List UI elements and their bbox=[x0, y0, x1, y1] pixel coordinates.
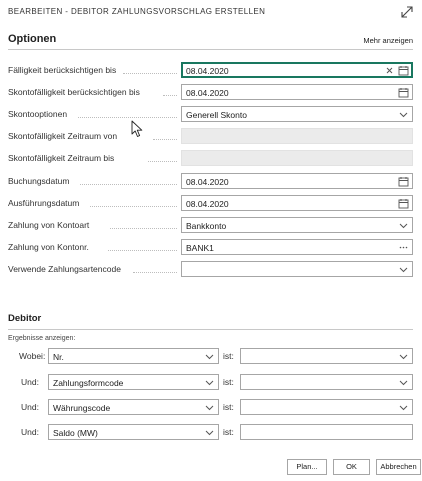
filter-value-input[interactable] bbox=[240, 424, 413, 440]
dotted-leader bbox=[80, 184, 177, 185]
chevron-down-icon[interactable] bbox=[204, 351, 215, 362]
filter-caption: Ergebnisse anzeigen: bbox=[8, 335, 76, 342]
field-execution-date bbox=[8, 195, 413, 211]
posting-date-input[interactable] bbox=[181, 173, 413, 189]
mouse-pointer-icon bbox=[131, 120, 144, 138]
field-value: 08.04.2020 bbox=[186, 177, 229, 187]
filter-value-select[interactable] bbox=[240, 348, 413, 364]
filter-label: Wobei: bbox=[19, 351, 46, 361]
payment-account-type-select[interactable] bbox=[181, 217, 413, 233]
field-value: 08.04.2020 bbox=[186, 66, 229, 76]
filter-is-label: ist: bbox=[223, 351, 234, 361]
payment-method-code-select[interactable] bbox=[181, 261, 413, 277]
payment-account-no-input[interactable] bbox=[181, 239, 413, 255]
calendar-icon[interactable] bbox=[398, 65, 409, 76]
filter-is-label: ist: bbox=[223, 402, 234, 412]
field-value: Nr. bbox=[53, 352, 64, 362]
chevron-down-icon[interactable] bbox=[398, 377, 409, 388]
field-value: 08.04.2020 bbox=[186, 88, 229, 98]
dotted-leader bbox=[108, 250, 177, 251]
field-label: Skontofälligkeit berücksichtigen bis bbox=[8, 87, 140, 97]
field-label: Fälligkeit berücksichtigen bis bbox=[8, 65, 117, 75]
field-value: Saldo (MW) bbox=[53, 428, 98, 438]
dotted-leader bbox=[90, 206, 177, 207]
filter-value-select[interactable] bbox=[240, 399, 413, 415]
field-payment-account-type bbox=[8, 217, 413, 233]
expand-icon[interactable] bbox=[400, 5, 414, 19]
dotted-leader bbox=[110, 228, 177, 229]
field-label: Skontooptionen bbox=[8, 109, 68, 119]
filter-label: Und: bbox=[21, 402, 39, 412]
discount-options-select[interactable] bbox=[181, 106, 413, 122]
calendar-icon[interactable] bbox=[398, 176, 409, 187]
filter-row bbox=[8, 374, 413, 390]
cancel-button[interactable]: Abbrechen bbox=[376, 459, 421, 475]
dotted-leader bbox=[163, 95, 177, 96]
filter-row bbox=[8, 424, 413, 440]
chevron-down-icon[interactable] bbox=[398, 109, 409, 120]
dotted-leader bbox=[133, 272, 177, 273]
chevron-down-icon[interactable] bbox=[398, 402, 409, 413]
calendar-icon[interactable] bbox=[398, 87, 409, 98]
field-value: Generell Skonto bbox=[186, 110, 247, 120]
dotted-leader bbox=[153, 139, 177, 140]
field-discount-period-from bbox=[8, 128, 413, 144]
filter-field-select[interactable] bbox=[48, 424, 219, 440]
chevron-down-icon[interactable] bbox=[398, 264, 409, 275]
due-date-input[interactable] bbox=[181, 62, 413, 78]
dialog-title: BEARBEITEN - DEBITOR ZAHLUNGSVORSCHLAG ERSTELLEN bbox=[8, 7, 266, 16]
filter-is-label: ist: bbox=[223, 427, 234, 437]
field-due-date bbox=[8, 62, 413, 78]
field-discount-due-date bbox=[8, 84, 413, 100]
dotted-leader bbox=[123, 73, 177, 74]
filter-row bbox=[8, 348, 413, 364]
discount-period-from-input bbox=[181, 128, 413, 144]
chevron-down-icon[interactable] bbox=[204, 402, 215, 413]
filter-label: Und: bbox=[21, 427, 39, 437]
field-label: Buchungsdatum bbox=[8, 176, 70, 186]
field-value: Zahlungsformcode bbox=[53, 378, 124, 388]
field-value: 08.04.2020 bbox=[186, 199, 229, 209]
field-label: Zahlung von Kontonr. bbox=[8, 242, 89, 252]
field-value: BANK1 bbox=[186, 243, 214, 253]
field-discount-options bbox=[8, 106, 413, 122]
filter-field-select[interactable] bbox=[48, 348, 219, 364]
chevron-down-icon[interactable] bbox=[398, 351, 409, 362]
filter-row bbox=[8, 399, 413, 415]
discount-period-to-input bbox=[181, 150, 413, 166]
filter-value-select[interactable] bbox=[240, 374, 413, 390]
filter-is-label: ist: bbox=[223, 377, 234, 387]
field-label: Skontofälligkeit Zeitraum bis bbox=[8, 153, 115, 163]
ellipsis-icon[interactable] bbox=[398, 242, 409, 253]
filter-field-select[interactable] bbox=[48, 399, 219, 415]
field-payment-account-no bbox=[8, 239, 413, 255]
options-header bbox=[8, 32, 413, 50]
debitor-header bbox=[8, 312, 413, 330]
dotted-leader bbox=[148, 161, 177, 162]
calendar-icon[interactable] bbox=[398, 198, 409, 209]
clear-icon[interactable] bbox=[384, 65, 395, 76]
field-label: Verwende Zahlungsartencode bbox=[8, 264, 121, 274]
field-label: Skontofälligkeit Zeitraum von bbox=[8, 131, 118, 141]
debitor-title: Debitor bbox=[8, 313, 42, 324]
field-payment-method-code bbox=[8, 261, 413, 277]
chevron-down-icon[interactable] bbox=[204, 427, 215, 438]
filter-field-select[interactable] bbox=[48, 374, 219, 390]
field-value: Bankkonto bbox=[186, 221, 227, 231]
chevron-down-icon[interactable] bbox=[204, 377, 215, 388]
field-posting-date bbox=[8, 173, 413, 189]
field-discount-period-to bbox=[8, 150, 413, 166]
field-label: Zahlung von Kontoart bbox=[8, 220, 90, 230]
show-more-link[interactable]: Mehr anzeigen bbox=[363, 36, 413, 45]
ok-button[interactable]: OK bbox=[333, 459, 370, 475]
chevron-down-icon[interactable] bbox=[398, 220, 409, 231]
options-title: Optionen bbox=[8, 33, 57, 45]
execution-date-input[interactable] bbox=[181, 195, 413, 211]
filter-label: Und: bbox=[21, 377, 39, 387]
field-label: Ausführungsdatum bbox=[8, 198, 80, 208]
field-value: Währungscode bbox=[53, 403, 111, 413]
plan-button[interactable]: Plan... bbox=[287, 459, 327, 475]
dotted-leader bbox=[78, 117, 177, 118]
discount-due-date-input[interactable] bbox=[181, 84, 413, 100]
